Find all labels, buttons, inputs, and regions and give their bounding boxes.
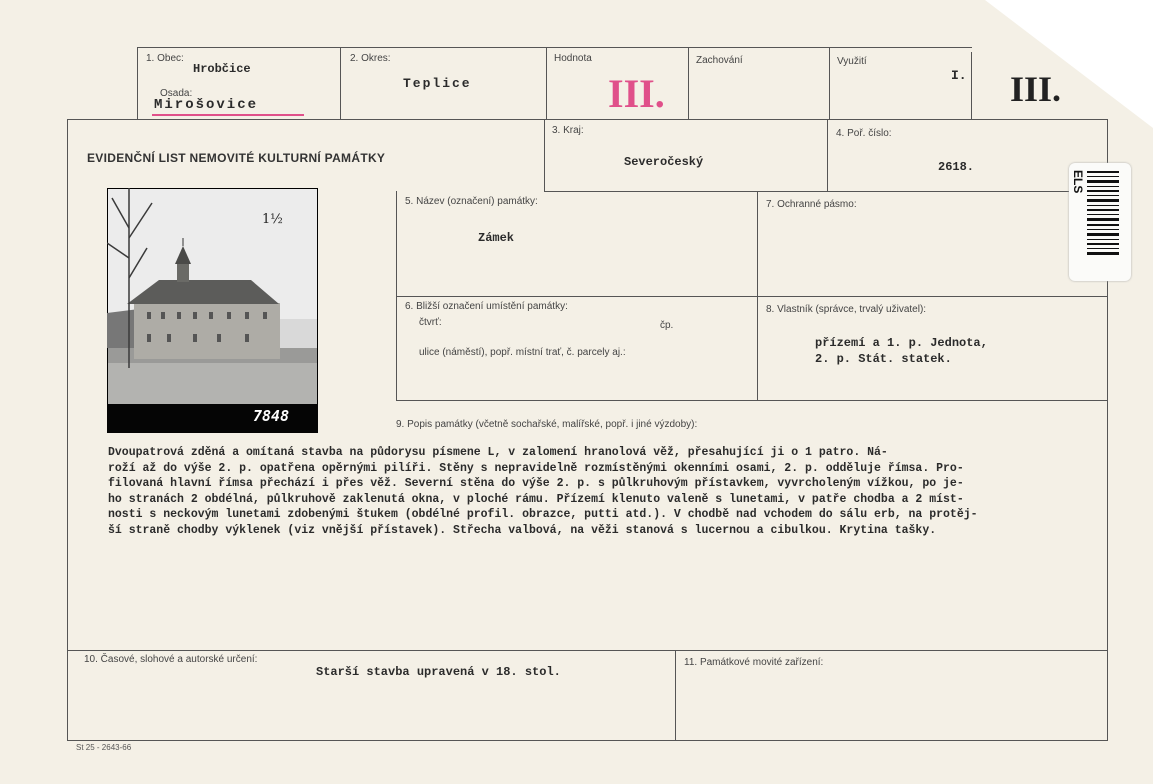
nazev-label: 5. Název (označení) památky: [405, 196, 538, 207]
ctvrt-label: čtvrť: [419, 317, 442, 328]
hodnota-label: Hodnota [554, 53, 592, 64]
umisteni-label: 6. Bližší označení umístění památky: [405, 301, 568, 312]
obec-label: 1. Obec: [146, 53, 184, 64]
card-title: EVIDENČNÍ LIST NEMOVITÉ KULTURNÍ PAMÁTKY [87, 151, 386, 165]
zachovani-label: Zachování [696, 55, 743, 66]
popis-line: Dvoupatrová zděná a omítaná stavba na půdorysu písmene L, v zalomení hranolová věž, přesahující ji o 1 patro. Ná- [108, 446, 888, 459]
ochranne-pasmo-label: 7. Ochranné pásmo: [766, 199, 857, 210]
barcode-label: ELS [1071, 170, 1085, 194]
por-cislo-value: 2618. [938, 160, 975, 174]
nazev-value: Zámek [478, 231, 515, 245]
photo-pencil-mark: 1½ [262, 212, 283, 227]
popis-text [108, 445, 1098, 538]
movite-zarizeni-label: 11. Památkové movité zařízení: [684, 657, 824, 668]
obec-value: Hrobčice [193, 62, 251, 76]
kraj-label: 3. Kraj: [552, 125, 584, 136]
popis-line: ho stranách 2 obdélná, půlkruhově zaklenutá okna, v ploché rámu. Přízemí klenuto valeně s lunetami, v patře chodba a 2 míst- [108, 492, 964, 506]
vyuziti-label: Využití [837, 56, 867, 67]
photo-number: 7848 [253, 407, 290, 425]
casove-urceni-value: Starší stavba upravená v 18. stol. [316, 665, 561, 679]
popis-label: 9. Popis památky (včetně sochařské, malířské, popř. i jiné výzdoby): [396, 419, 698, 430]
casove-urceni-label: 10. Časové, slohové a autorské určení: [84, 654, 258, 665]
vyuziti-value: I. [951, 68, 967, 83]
vlastnik-line1: přízemí a 1. p. Jednota, [815, 336, 988, 350]
vlastnik-line2: 2. p. Stát. statek. [815, 352, 952, 366]
osada-value: Mirošovice [154, 97, 259, 113]
okres-label: 2. Okres: [350, 53, 391, 64]
por-cislo-label: 4. Poř. číslo: [836, 128, 892, 139]
hodnota-grade-stamp: III. [608, 71, 665, 116]
vlastnik-label: 8. Vlastník (správce, trvalý uživatel): [766, 304, 927, 315]
popis-line: filovaná hlavní římsa přechází i přes věž. Severní stěna do výše 2. p. s půlkruhovým přístavkem, vyvrcholeným vížkou, po je- [108, 477, 964, 490]
okres-value: Teplice [403, 76, 472, 91]
osada-label: Osada: [160, 88, 193, 99]
osada-underline [152, 114, 304, 116]
ulice-label: ulice (náměstí), popř. místní trať, č. parcely aj.: [419, 347, 626, 358]
corner-grade-mark: III. [1010, 69, 1062, 109]
kraj-value: Severočeský [624, 155, 704, 169]
popis-line: nosti s neckovým lunetami zdobenými štukem (obdélné profil. obrazce, putti atd.). V chodbě nad vchodem do sálu erb, na protěj- [108, 508, 978, 521]
form-code: St 25 - 2643-66 [76, 743, 132, 752]
cp-label: čp. [660, 320, 674, 331]
popis-line: roží až do výše 2. p. opatřena opěrnými pilíři. Stěny s nepravidelně rozmístěnými okenními osami, 2. p. odděluje římsa. Pro- [108, 461, 964, 475]
popis-line: ší straně chodby výklenek (viz vnější přístavek). Střecha valbová, na věži stanová s lucernou a cibulkou. Krytina tašky. [108, 523, 937, 537]
monument-photo [107, 188, 318, 433]
